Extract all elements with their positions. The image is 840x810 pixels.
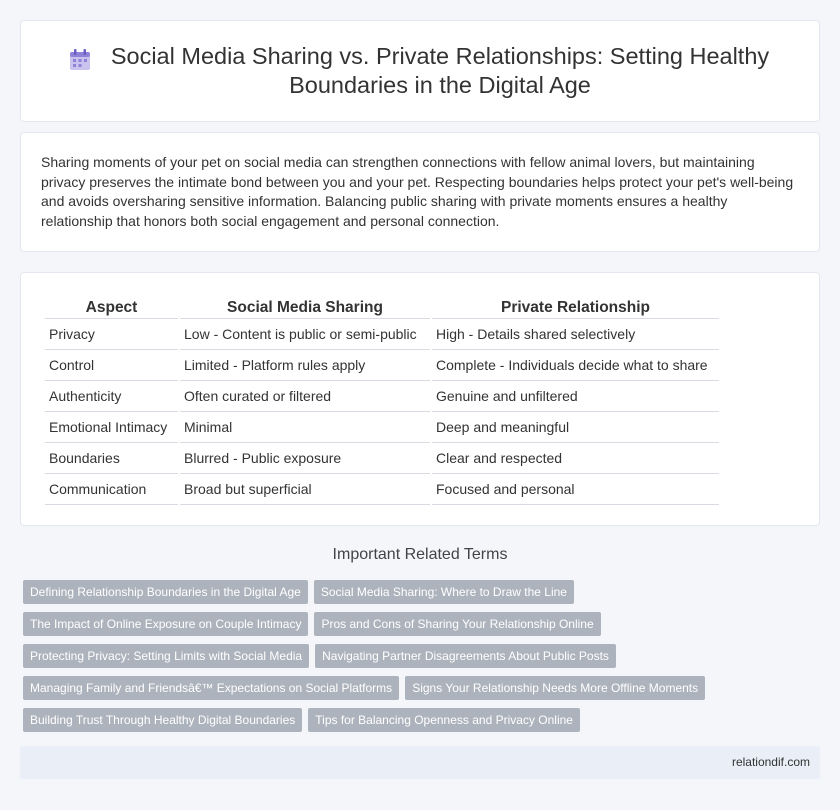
header-private: Private Relationship [432, 297, 719, 319]
footer-site-link[interactable]: relationdif.com [731, 755, 810, 769]
related-tag[interactable]: Signs Your Relationship Needs More Offline Moments [405, 676, 705, 700]
cell-aspect: Authenticity [45, 381, 178, 412]
table-header-row [45, 297, 719, 319]
header-aspect: Aspect [45, 297, 178, 319]
related-tag[interactable]: The Impact of Online Exposure on Couple Intimacy [23, 612, 308, 636]
related-terms-title: Important Related Terms [332, 546, 508, 563]
footer [20, 746, 820, 779]
cell-private: Clear and respected [432, 443, 719, 474]
cell-social: Low - Content is public or semi-public [180, 319, 430, 350]
related-tags [23, 580, 813, 740]
table-row [45, 443, 719, 474]
related-tag[interactable]: Tips for Balancing Openness and Privacy Online [308, 708, 580, 732]
related-tag[interactable]: Social Media Sharing: Where to Draw the Line [314, 580, 574, 604]
page-title: Social Media Sharing vs. Private Relationships: Setting Healthy Boundaries in the Digital Age [110, 43, 770, 98]
cell-private: High - Details shared selectively [432, 319, 719, 350]
table-row [45, 319, 719, 350]
cell-aspect: Privacy [45, 319, 178, 350]
cell-private: Complete - Individuals decide what to share [432, 350, 719, 381]
cell-private: Deep and meaningful [432, 412, 719, 443]
cell-social: Broad but superficial [180, 474, 430, 505]
comparison-card [20, 272, 820, 526]
related-tag[interactable]: Pros and Cons of Sharing Your Relationship Online [314, 612, 600, 636]
cell-private: Focused and personal [432, 474, 719, 505]
intro-card [20, 132, 820, 252]
related-tag[interactable]: Managing Family and Friendsâ€™ Expectations on Social Platforms [23, 676, 399, 700]
cell-social: Often curated or filtered [180, 381, 430, 412]
table-row [45, 474, 719, 505]
table-row [45, 412, 719, 443]
cell-aspect: Control [45, 350, 178, 381]
header-card [20, 20, 820, 122]
cell-social: Minimal [180, 412, 430, 443]
related-tag[interactable]: Protecting Privacy: Setting Limits with Social Media [23, 644, 309, 668]
related-tag[interactable]: Navigating Partner Disagreements About Public Posts [315, 644, 616, 668]
table-row [45, 381, 719, 412]
cell-aspect: Boundaries [45, 443, 178, 474]
comparison-table [43, 297, 721, 505]
cell-aspect: Communication [45, 474, 178, 505]
cell-private: Genuine and unfiltered [432, 381, 719, 412]
intro-text: Sharing moments of your pet on social media can strengthen connections with fellow animal lovers, but maintaining privacy preserves the intimate bond between you and your pet. Respecting boundaries helps protect your pet's well-being and avoids oversharing sensitive information. Balancing public sharing with private moments ensures a healthy relationship that honors both social engagement and personal connection. [41, 154, 794, 229]
cell-social: Limited - Platform rules apply [180, 350, 430, 381]
related-tag[interactable]: Defining Relationship Boundaries in the Digital Age [23, 580, 308, 604]
table-row [45, 350, 719, 381]
cell-aspect: Emotional Intimacy [45, 412, 178, 443]
cell-social: Blurred - Public exposure [180, 443, 430, 474]
related-tag[interactable]: Building Trust Through Healthy Digital Boundaries [23, 708, 302, 732]
header-social-media: Social Media Sharing [180, 297, 430, 319]
